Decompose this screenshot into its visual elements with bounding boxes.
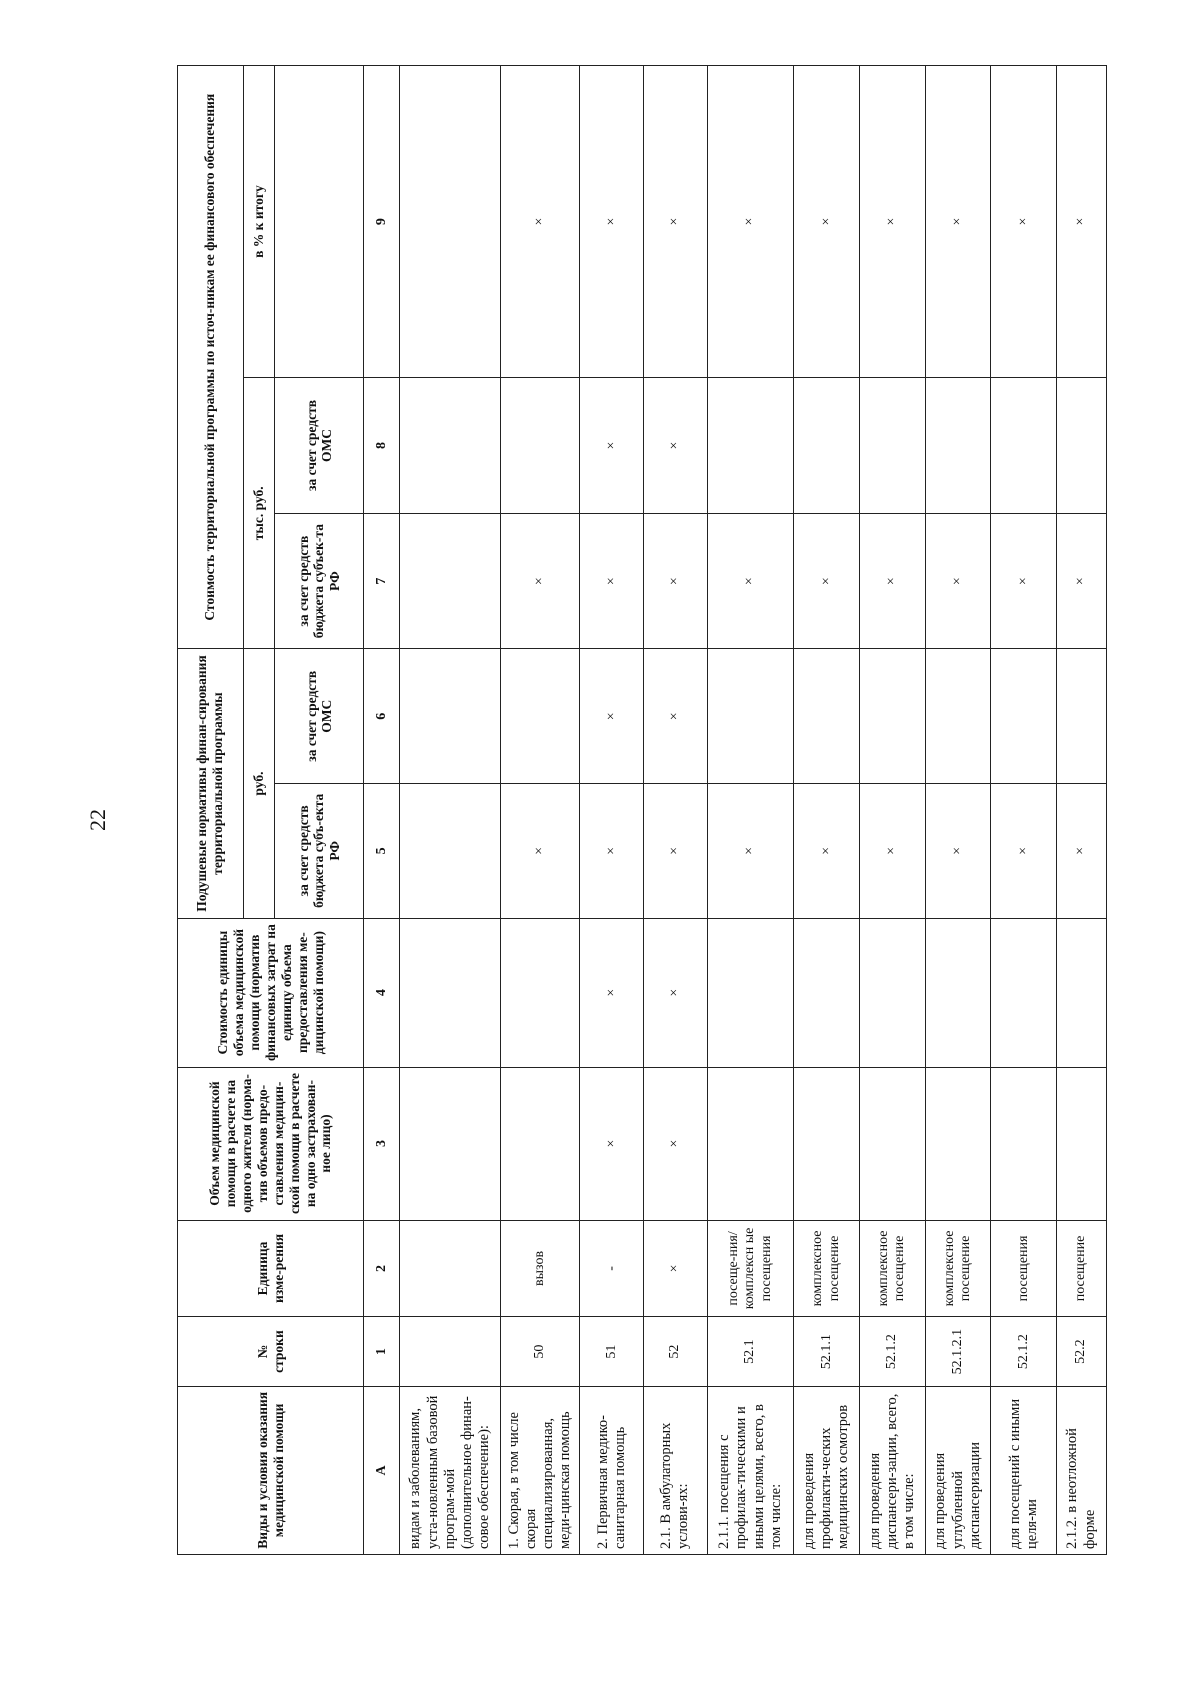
cell-norm-budget: × xyxy=(580,784,644,919)
cell-norm-oms xyxy=(501,649,580,784)
cell-unit-cost xyxy=(501,918,580,1067)
cell-unit-cost: × xyxy=(644,918,708,1067)
cell-unit-cost xyxy=(400,918,501,1067)
financing-table xyxy=(177,65,1107,1555)
table-row xyxy=(794,66,860,1555)
row-label: для проведения диспансери-зации, всего, в том числе: xyxy=(860,1386,926,1554)
cell-unit: посещение xyxy=(1057,1220,1107,1317)
cell-cost-oms xyxy=(794,378,860,514)
cell-unit: - xyxy=(580,1220,644,1317)
cell-norm-oms xyxy=(794,649,860,784)
cell-volume xyxy=(707,1067,794,1220)
cell-pct: × xyxy=(860,66,926,378)
cell-unit-cost xyxy=(707,918,794,1067)
cell-unit-cost: × xyxy=(580,918,644,1067)
cell-unit-cost xyxy=(925,918,991,1067)
cell-unit-cost xyxy=(991,918,1057,1067)
cell-unit-cost xyxy=(794,918,860,1067)
colnum-2: 2 xyxy=(364,1220,400,1317)
cell-line-number xyxy=(400,1317,501,1386)
cell-line-number: 52.1.2.1 xyxy=(925,1317,991,1386)
colnum-7: 7 xyxy=(364,513,400,649)
cell-unit: посещения xyxy=(991,1220,1057,1317)
header-col-4: Стоимость единицы объема медицинской помощи (норматив финансовых затрат на единицу объема предоставления ме-дицинской помощи) xyxy=(178,918,364,1067)
cell-volume xyxy=(860,1067,926,1220)
cell-norm-budget: × xyxy=(707,784,794,919)
cell-norm-budget: × xyxy=(501,784,580,919)
row-label: 1. Скорая, в том числе скорая специализированная, меди-цинская помощь xyxy=(501,1386,580,1554)
cell-norm-oms xyxy=(860,649,926,784)
cell-unit: вызов xyxy=(501,1220,580,1317)
cell-norm-oms xyxy=(1057,649,1107,784)
cell-volume xyxy=(991,1067,1057,1220)
header-src-oms-6: за счет средств ОМС xyxy=(275,649,364,784)
colnum-6: 6 xyxy=(364,649,400,784)
cell-norm-oms xyxy=(707,649,794,784)
cell-volume xyxy=(794,1067,860,1220)
cell-norm-oms: × xyxy=(644,649,708,784)
header-unit-rub: руб. xyxy=(243,649,275,918)
header-col-2: Единица изме-рения xyxy=(178,1220,364,1317)
cell-unit-cost xyxy=(860,918,926,1067)
header-col-a: Виды и условия оказания медицинской помощи xyxy=(178,1386,364,1554)
table-row xyxy=(860,66,926,1555)
cell-volume xyxy=(400,1067,501,1220)
cell-norm-budget: × xyxy=(860,784,926,919)
cell-unit: комплексное посещение xyxy=(925,1220,991,1317)
header-src-oms-8: за счет средств ОМС xyxy=(275,378,364,514)
cell-volume: × xyxy=(644,1067,708,1220)
header-src-budget-7: за счет средств бюджета субъек-та РФ xyxy=(275,513,364,649)
cell-cost-budget: × xyxy=(925,513,991,649)
table-row xyxy=(925,66,991,1555)
cell-cost-budget: × xyxy=(794,513,860,649)
cell-unit: комплексное посещение xyxy=(794,1220,860,1317)
row-label: 2.1.1. посещения с профилак-тическими и иными целями, всего, в том числе: xyxy=(707,1386,794,1554)
cell-cost-budget: × xyxy=(501,513,580,649)
cell-line-number: 52 xyxy=(644,1317,708,1386)
cell-cost-budget: × xyxy=(1057,513,1107,649)
colnum-9: 9 xyxy=(364,66,400,378)
rotated-table-wrapper xyxy=(177,65,1107,1555)
colnum-1: 1 xyxy=(364,1317,400,1386)
cell-volume: × xyxy=(580,1067,644,1220)
cell-unit-cost xyxy=(1057,918,1107,1067)
header-src-budget-5: за счет средств бюджета субъ-екта РФ xyxy=(275,784,364,919)
colnum-4: 4 xyxy=(364,918,400,1067)
cell-norm-budget: × xyxy=(925,784,991,919)
colnum-8: 8 xyxy=(364,378,400,514)
cell-unit: комплексное посещение xyxy=(860,1220,926,1317)
cell-cost-oms: × xyxy=(644,378,708,514)
cell-norm-oms xyxy=(925,649,991,784)
row-label: 2. Первичная медико-санитарная помощь xyxy=(580,1386,644,1554)
cell-cost-oms xyxy=(925,378,991,514)
cell-unit: × xyxy=(644,1220,708,1317)
cell-pct: × xyxy=(501,66,580,378)
cell-pct: × xyxy=(1057,66,1107,378)
cell-pct: × xyxy=(707,66,794,378)
table-row xyxy=(644,66,708,1555)
header-group-cost: Стоимость территориальной программы по источ-никам ее финансового обеспечения xyxy=(178,66,244,649)
cell-cost-oms xyxy=(400,378,501,514)
cell-cost-budget: × xyxy=(644,513,708,649)
row-label: 2.1.2. в неотложной форме xyxy=(1057,1386,1107,1554)
cell-cost-budget: × xyxy=(860,513,926,649)
header-col-1: № строки xyxy=(178,1317,364,1386)
table-row xyxy=(1057,66,1107,1555)
cell-line-number: 51 xyxy=(580,1317,644,1386)
cell-cost-oms: × xyxy=(580,378,644,514)
table-row xyxy=(991,66,1057,1555)
cell-cost-oms xyxy=(501,378,580,514)
row-label: для проведения профилакти-ческих медицинских осмотров xyxy=(794,1386,860,1554)
cell-cost-budget xyxy=(400,513,501,649)
cell-pct: × xyxy=(991,66,1057,378)
cell-cost-oms xyxy=(1057,378,1107,514)
cell-line-number: 52.1.2 xyxy=(860,1317,926,1386)
header-group-norms: Подушевые нормативы финан-сирования территориальной программы xyxy=(178,649,244,918)
table-row xyxy=(400,66,501,1555)
cell-volume xyxy=(925,1067,991,1220)
row-label: видам и заболеваниям, уста-новленным базовой програм-мой (дополнительное финан-совое обеспечение): xyxy=(400,1386,501,1554)
row-label: для проведения углубленной диспансеризации xyxy=(925,1386,991,1554)
cell-cost-oms xyxy=(860,378,926,514)
header-col-3: Объем медицинской помощи в расчете на одного жителя (норма-тив объемов предо-ставления медицин-ской помощи в расчете на одно застрахован-ное лицо) xyxy=(178,1067,364,1220)
cell-volume xyxy=(501,1067,580,1220)
cell-pct xyxy=(400,66,501,378)
cell-cost-budget: × xyxy=(991,513,1057,649)
cell-line-number: 50 xyxy=(501,1317,580,1386)
cell-norm-budget xyxy=(400,784,501,919)
table-row xyxy=(580,66,644,1555)
cell-pct: × xyxy=(644,66,708,378)
cell-pct: × xyxy=(925,66,991,378)
cell-pct: × xyxy=(794,66,860,378)
cell-norm-oms xyxy=(400,649,501,784)
row-label: 2.1. В амбулаторных услови-ях: xyxy=(644,1386,708,1554)
cell-cost-budget: × xyxy=(580,513,644,649)
cell-cost-oms xyxy=(707,378,794,514)
colnum-5: 5 xyxy=(364,784,400,919)
table-row xyxy=(707,66,794,1555)
cell-unit xyxy=(400,1220,501,1317)
header-unit-trub: тыс. руб. xyxy=(243,378,275,649)
cell-cost-budget: × xyxy=(707,513,794,649)
cell-norm-oms xyxy=(991,649,1057,784)
colnum-a: А xyxy=(364,1386,400,1554)
cell-line-number: 52.1 xyxy=(707,1317,794,1386)
cell-cost-oms xyxy=(991,378,1057,514)
cell-line-number: 52.2 xyxy=(1057,1317,1107,1386)
cell-line-number: 52.1.1 xyxy=(794,1317,860,1386)
row-label: для посещений с иными целя-ми xyxy=(991,1386,1057,1554)
cell-norm-budget: × xyxy=(991,784,1057,919)
cell-line-number: 52.1.2 xyxy=(991,1317,1057,1386)
cell-norm-budget: × xyxy=(794,784,860,919)
page-number: 22 xyxy=(85,809,110,831)
cell-norm-oms: × xyxy=(580,649,644,784)
colnum-3: 3 xyxy=(364,1067,400,1220)
cell-norm-budget: × xyxy=(1057,784,1107,919)
header-pct-total: в % к итогу xyxy=(243,66,275,378)
cell-norm-budget: × xyxy=(644,784,708,919)
header-col-9-blank xyxy=(275,66,364,378)
cell-pct: × xyxy=(580,66,644,378)
cell-unit: посеще-ния/комплексн ые посещения xyxy=(707,1220,794,1317)
table-row xyxy=(501,66,580,1555)
cell-volume xyxy=(1057,1067,1107,1220)
